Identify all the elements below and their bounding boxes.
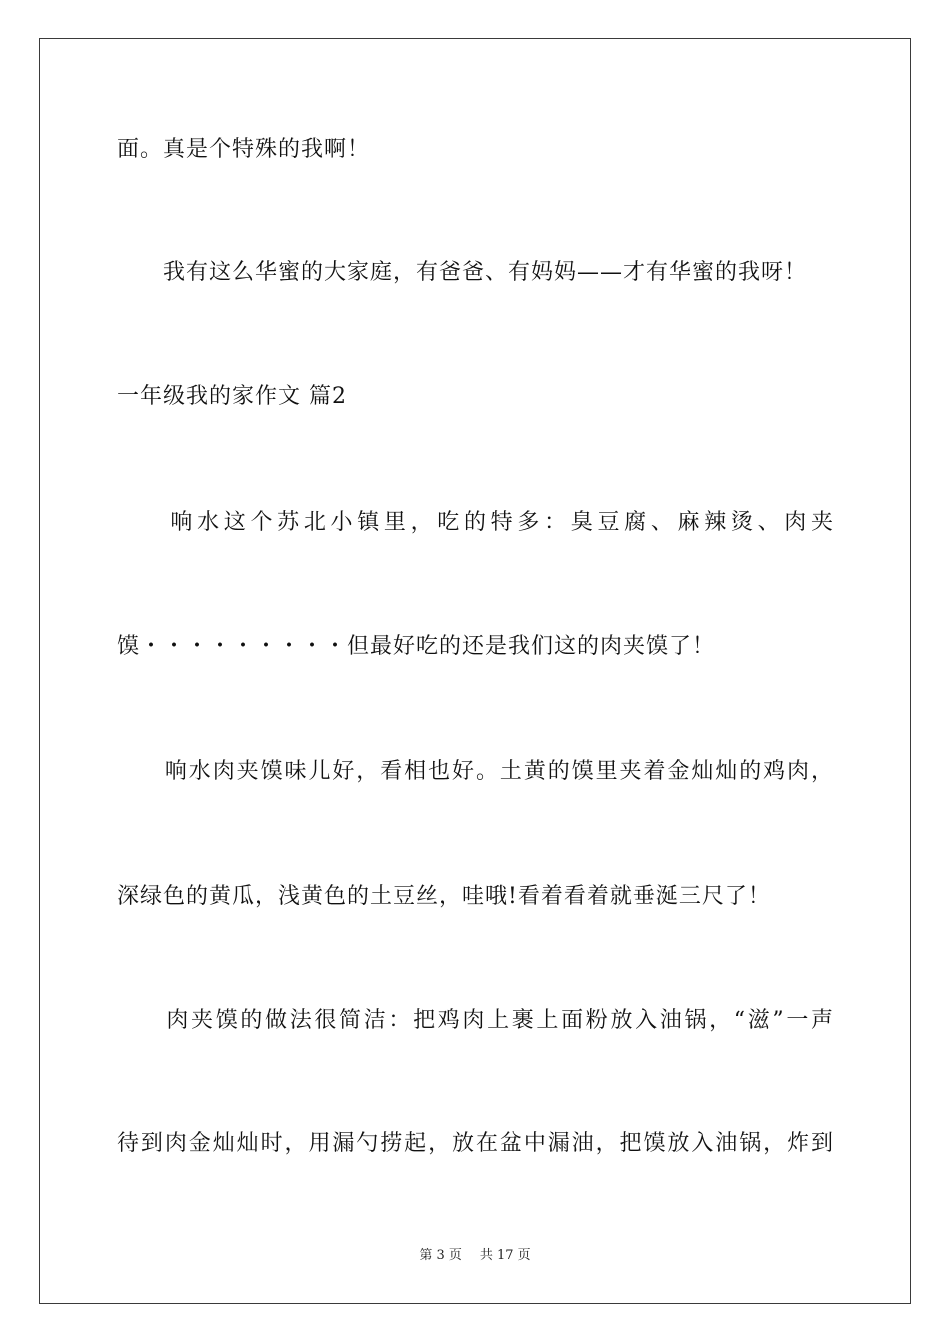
text-line-7: 深绿色的黄瓜，浅黄色的土豆丝，哇哦!看着看着就垂涎三尺了！	[117, 884, 771, 909]
section-heading: 一年级我的家作文 篇2	[117, 384, 347, 409]
text-line-1: 面。真是个特殊的我啊！	[117, 137, 371, 162]
page-number: 第 3 页	[419, 1248, 462, 1263]
text-line-6: 响水肉夹馍味儿好，看相也好。土黄的馍里夹着金灿灿的鸡肉，	[117, 759, 833, 784]
page-border	[39, 38, 911, 1304]
text-line-2: 我有这么华蜜的大家庭，有爸爸、有妈妈——才有华蜜的我呀！	[117, 260, 808, 285]
text-line-8: 肉夹馍的做法很简洁：把鸡肉上裹上面粉放入油锅，“滋”一声	[117, 1008, 833, 1033]
page-footer	[0, 1247, 950, 1265]
text-line-9: 待到肉金灿灿时，用漏勺捞起，放在盆中漏油，把馍放入油锅，炸到	[117, 1131, 833, 1156]
page-total: 共 17 页	[479, 1248, 531, 1263]
text-line-5: 馍・・・・・・・・・但最好吃的还是我们这的肉夹馍了！	[117, 634, 716, 659]
text-line-4: 响水这个苏北小镇里，吃的特多：臭豆腐、麻辣烫、肉夹	[117, 510, 833, 535]
